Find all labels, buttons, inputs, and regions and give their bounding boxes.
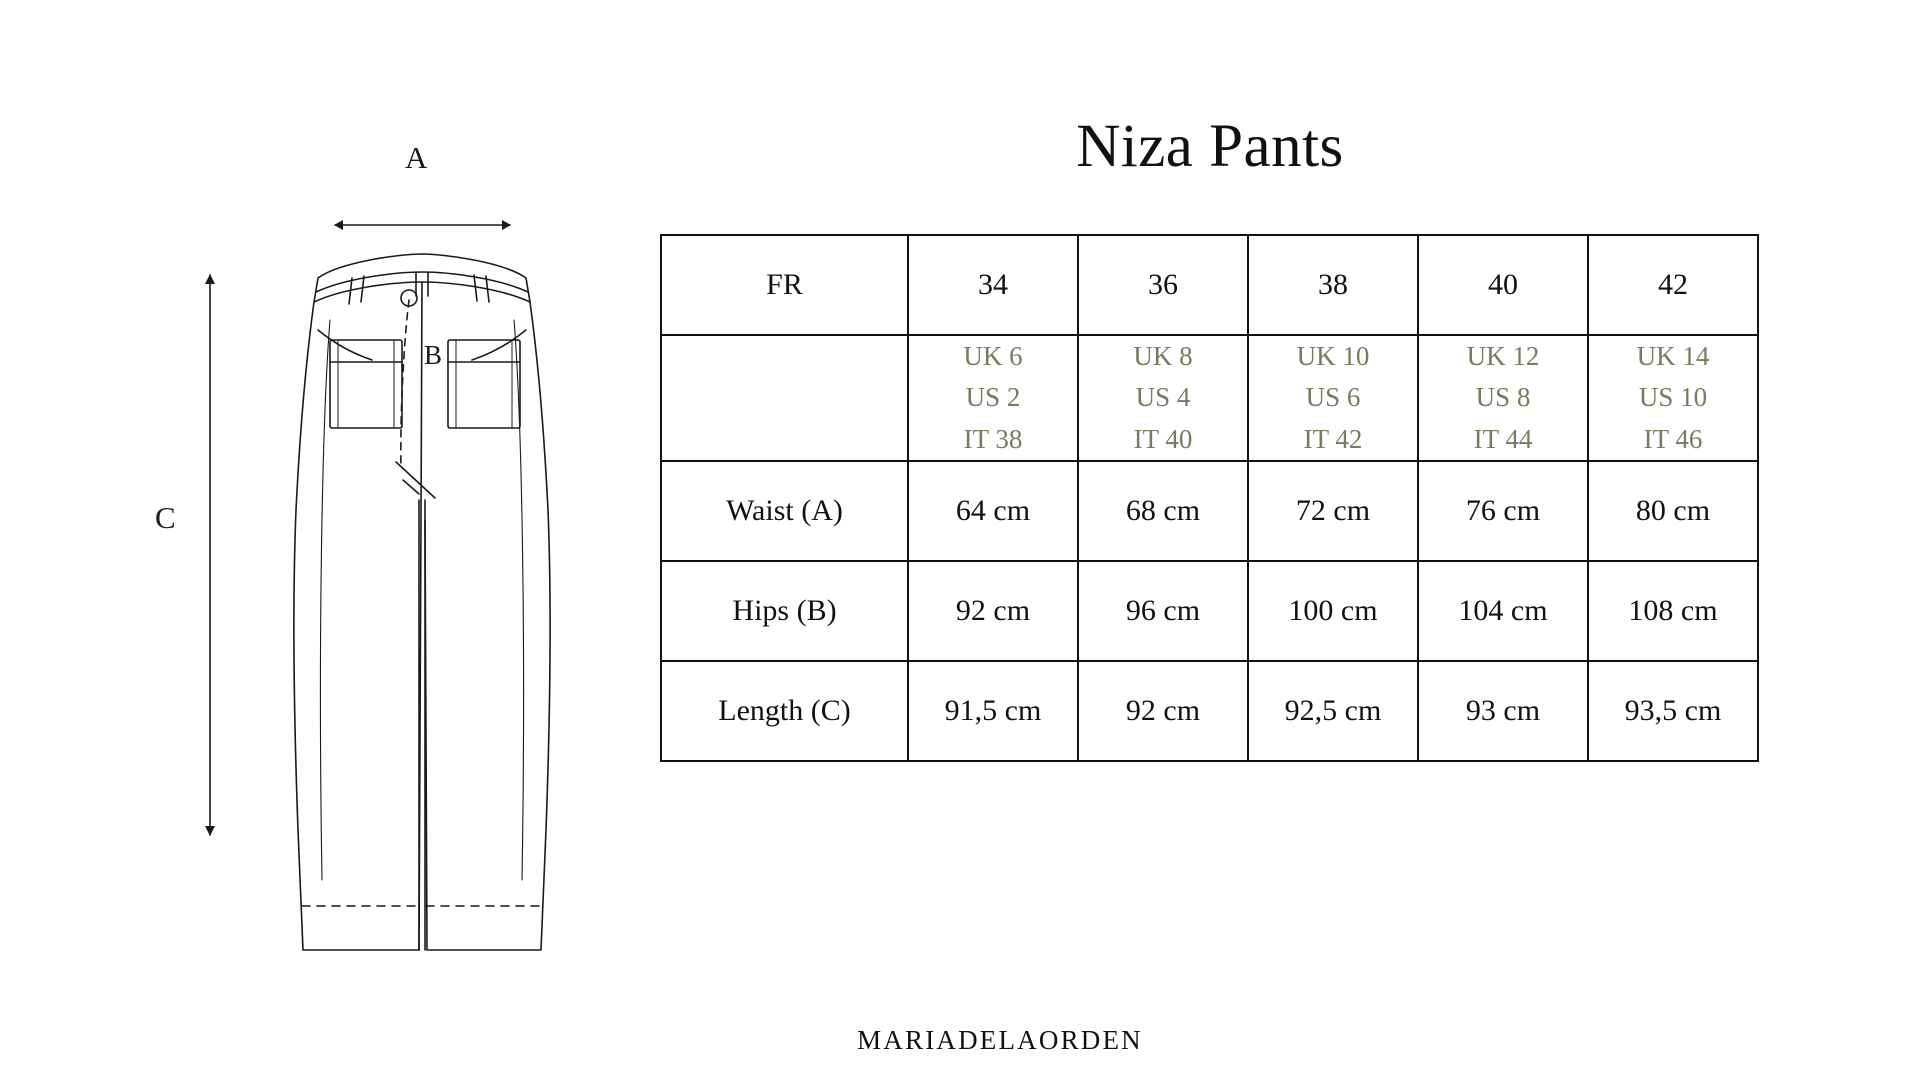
waist-40: 76 cm	[1418, 461, 1588, 561]
hips-34: 92 cm	[908, 561, 1078, 661]
row-header-length: Length (C)	[661, 661, 908, 761]
conv-us-36: US 4	[1135, 382, 1191, 413]
conv-it-34: IT 38	[963, 423, 1023, 454]
conversions-36	[1078, 335, 1248, 461]
length-36: 92 cm	[1078, 661, 1248, 761]
conversions-42	[1588, 335, 1758, 461]
waist-38: 72 cm	[1248, 461, 1418, 561]
table-row-waist	[661, 461, 1758, 561]
size-fr-34: 34	[908, 235, 1078, 335]
row-header-conversions	[661, 335, 908, 461]
hips-42: 108 cm	[1588, 561, 1758, 661]
table-row-hips	[661, 561, 1758, 661]
size-table-section	[660, 0, 1920, 762]
size-fr-42: 42	[1588, 235, 1758, 335]
conv-uk-36: UK 8	[1133, 341, 1193, 371]
hips-36: 96 cm	[1078, 561, 1248, 661]
size-fr-40: 40	[1418, 235, 1588, 335]
table-row-length	[661, 661, 1758, 761]
page-title: Niza Pants	[1076, 113, 1344, 180]
size-fr-38: 38	[1248, 235, 1418, 335]
waist-42: 80 cm	[1588, 461, 1758, 561]
table-row-fr	[661, 235, 1758, 335]
length-34: 91,5 cm	[908, 661, 1078, 761]
conv-uk-40: UK 12	[1466, 341, 1540, 371]
conv-us-42: US 10	[1638, 382, 1708, 413]
table-row-conversions	[661, 335, 1758, 461]
conv-it-40: IT 44	[1473, 423, 1533, 454]
conversions-34	[908, 335, 1078, 461]
conv-uk-38: UK 10	[1296, 341, 1370, 371]
measure-label-c: C	[155, 500, 177, 535]
length-42: 93,5 cm	[1588, 661, 1758, 761]
row-header-hips: Hips (B)	[661, 561, 908, 661]
conversions-38	[1248, 335, 1418, 461]
brand-wordmark: MARIADELAORDEN	[857, 1024, 1143, 1055]
conv-it-38: IT 42	[1303, 423, 1363, 454]
length-38: 92,5 cm	[1248, 661, 1418, 761]
conv-us-34: US 2	[965, 382, 1021, 413]
measure-label-a: A	[405, 140, 428, 175]
length-40: 93 cm	[1418, 661, 1588, 761]
size-fr-36: 36	[1078, 235, 1248, 335]
pants-technical-drawing	[0, 0, 660, 1000]
conv-uk-34: UK 6	[963, 341, 1023, 371]
conversions-40	[1418, 335, 1588, 461]
size-chart-table	[660, 234, 1759, 762]
conv-it-36: IT 40	[1133, 423, 1193, 454]
pants-flat-sketch-svg	[0, 0, 660, 1000]
conv-us-38: US 6	[1305, 382, 1361, 413]
conv-us-40: US 8	[1475, 382, 1531, 413]
conv-uk-42: UK 14	[1636, 341, 1710, 371]
waist-34: 64 cm	[908, 461, 1078, 561]
hips-38: 100 cm	[1248, 561, 1418, 661]
hips-40: 104 cm	[1418, 561, 1588, 661]
measure-label-b: B	[424, 340, 443, 370]
page-footer	[0, 1000, 1920, 1080]
row-header-fr: FR	[661, 235, 908, 335]
row-header-waist: Waist (A)	[661, 461, 908, 561]
conv-it-42: IT 46	[1643, 423, 1703, 454]
waist-36: 68 cm	[1078, 461, 1248, 561]
